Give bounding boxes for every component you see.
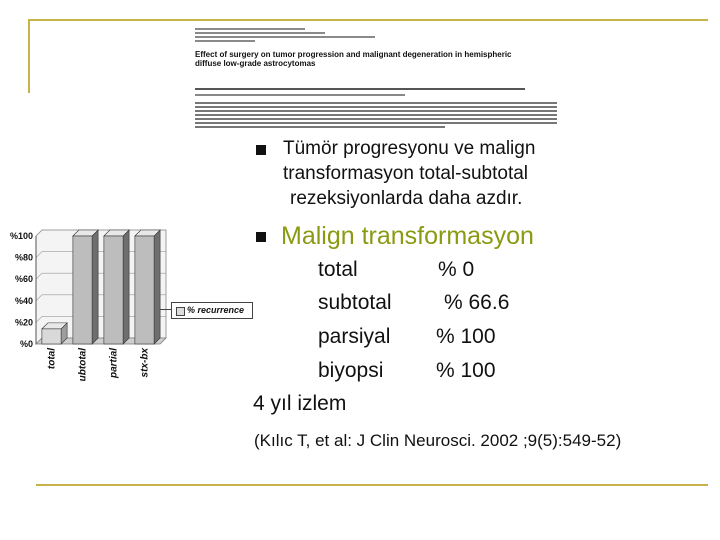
chart-bar xyxy=(104,236,123,344)
chart-bar-side xyxy=(123,230,129,344)
chart-bar-side xyxy=(154,230,160,344)
rate-value: % 100 xyxy=(436,359,496,382)
chart-y-tick-label: %20 xyxy=(14,317,33,328)
frame-bottom-rule xyxy=(36,484,708,486)
bullet-text-line: Tümör progresyonu ve malign xyxy=(283,138,536,159)
rate-label: subtotal xyxy=(318,291,392,314)
paper-excerpt xyxy=(193,26,559,130)
chart-y-tick-label: %0 xyxy=(19,339,33,349)
chart-y-tick-label: %40 xyxy=(14,295,33,306)
rate-value: % 0 xyxy=(438,258,475,281)
chart-y-tick-label: %80 xyxy=(14,252,33,263)
rate-value: % 100 xyxy=(436,325,496,348)
citation: (Kılıc T, et al: J Clin Neurosci. 2002 ;9(5):549-52) xyxy=(254,431,622,450)
bullet-marker xyxy=(256,145,266,155)
chart-x-tick-label: partial xyxy=(108,348,120,379)
bullet-text-line: transformasyon total-subtotal xyxy=(283,163,529,184)
rate-value: % 66.6 xyxy=(444,291,510,314)
bullet-text-line: rezeksiyonlarda daha azdır. xyxy=(290,188,523,209)
legend-label: % recurrence xyxy=(187,305,245,315)
chart-x-tick-label: total xyxy=(46,348,58,370)
malign-heading: Malign transformasyon xyxy=(281,222,534,250)
chart-legend xyxy=(171,302,253,319)
chart-y-tick-label: %60 xyxy=(14,274,33,285)
paper-institution xyxy=(195,94,405,96)
rate-label: total xyxy=(318,258,358,281)
chart-x-tick-label: subtotal xyxy=(77,348,89,382)
chart-x-tick-label: stx-bx xyxy=(139,348,151,378)
paper-authors xyxy=(195,88,525,90)
bullet-marker xyxy=(256,232,266,242)
frame-left-rule xyxy=(28,19,30,93)
chart-bar xyxy=(42,329,61,344)
rate-label: biyopsi xyxy=(318,359,384,382)
followup-label: 4 yıl izlem xyxy=(253,392,347,415)
chart-y-tick-label: %100 xyxy=(9,231,33,241)
chart-bar xyxy=(135,236,154,344)
legend-swatch xyxy=(176,307,185,316)
frame-top-rule xyxy=(28,19,708,21)
chart-bar-side xyxy=(92,230,98,344)
paper-title: Effect of surgery on tumor progression and malignant degeneration in hemispheric diffuse low-grade astrocytomas xyxy=(195,50,512,68)
rate-label: parsiyal xyxy=(318,325,391,348)
chart-bar xyxy=(73,236,92,344)
